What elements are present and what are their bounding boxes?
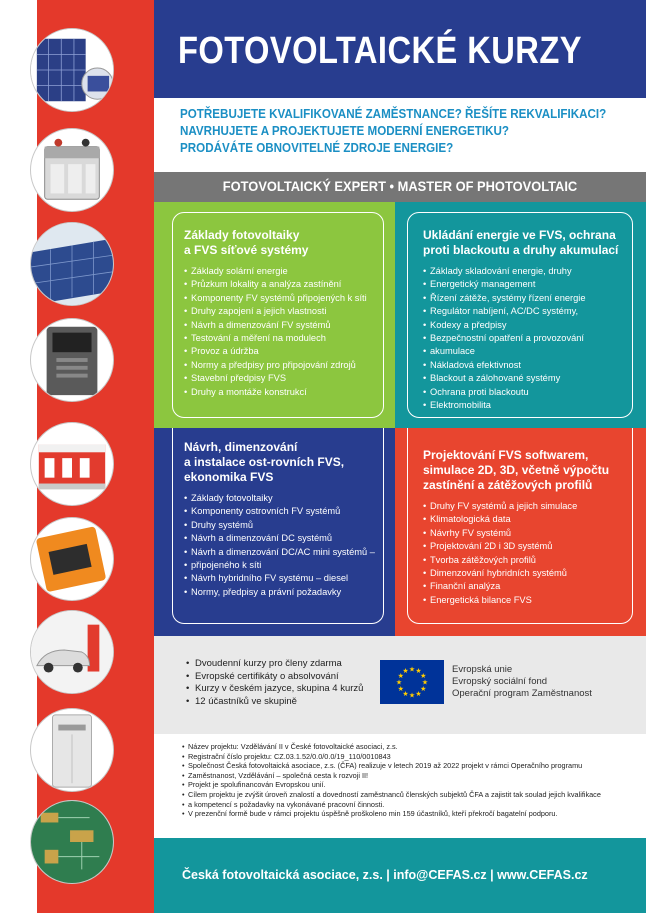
course-title-line: Základy fotovoltaiky <box>184 228 300 242</box>
inverter-image <box>30 318 114 402</box>
course-content <box>423 228 633 412</box>
list-item: • Zaměstnanost, Vzdělávání – společná cesta k rozvoji II! <box>182 771 642 781</box>
eu-star: ★ <box>415 668 422 676</box>
list-item: • Registrační číslo projektu: CZ.03.1.52/0.0/0.0/19_110/0010843 <box>182 752 642 762</box>
question-line: POTŘEBUJETE KVALIFIKOVANÉ ZAMĚSTNANCE? ŘEŠÍTE REKVALIFIKACI? <box>180 107 607 121</box>
list-item: • Cílem projektu je zvýšit úroveň znalostí a dovedností zaměstnanců členských subjektů ČFA a zajistit tak soulad jejich kvalifikace <box>182 790 642 800</box>
eu-logo-block <box>380 660 640 706</box>
eu-text <box>452 664 592 700</box>
eu-line: Evropský sociální fond <box>452 676 548 687</box>
list-item: • Průzkum lokality a analýza zastínění <box>184 278 394 291</box>
course-topic-list <box>184 265 394 399</box>
course-title <box>423 228 633 258</box>
list-item: • Ochrana proti blackoutu <box>423 386 633 399</box>
ev-charging-image <box>30 610 114 694</box>
course-title-line: ekonomika FVS <box>184 470 274 484</box>
course-title-line: zastínění a zátěžových profilů <box>423 478 593 492</box>
list-item: • Energetická bilance FVS <box>423 594 637 607</box>
page-title: FOTOVOLTAICKÉ KURZY <box>178 30 582 72</box>
list-item: • Komponenty ostrovních FV systémů <box>184 505 394 518</box>
header-banner <box>154 0 646 98</box>
course-title <box>423 448 637 493</box>
list-item: • Stavební předpisy FVS <box>184 372 394 385</box>
eu-star: ★ <box>421 679 429 687</box>
question-line: PRODÁVÁTE OBNOVITELNÉ ZDROJE ENERGIE? <box>180 141 454 155</box>
course-box-basics <box>154 202 395 428</box>
eu-star: ★ <box>420 673 427 680</box>
course-title-line: a FVS síťové systémy <box>184 243 309 257</box>
question-line: NAVRHUJETE A PROJEKTUJETE MODERNÍ ENERGETIKU? <box>180 124 509 138</box>
list-item: • Návrhy FV systémů <box>423 527 637 540</box>
list-item: • Nákladová efektivnost <box>423 359 633 372</box>
list-item: • Bezpečnostní opatření a provozování <box>423 332 633 345</box>
eu-star: ★ <box>420 686 427 693</box>
list-item: • Tvorba zátěžových profilů <box>423 554 637 567</box>
course-title-line: simulace 2D, 3D, včetně výpočtu <box>423 463 610 477</box>
eu-star: ★ <box>397 686 404 693</box>
eu-star: ★ <box>402 668 409 676</box>
course-title-line: Ukládání energie ve FVS, ochrana <box>423 228 616 242</box>
footer-bar <box>154 838 646 913</box>
list-item: • Základy solární energie <box>184 265 394 278</box>
course-title-line: Projektování FVS softwarem, <box>423 448 589 462</box>
eu-star: ★ <box>397 673 404 680</box>
subtitle-text: FOTOVOLTAICKÝ EXPERT • MASTER OF PHOTOVOLTAIC <box>222 178 578 194</box>
list-item: • Druhy a montáže konstrukcí <box>184 386 394 399</box>
list-item: • Normy a předpisy pro připojování zdrojů <box>184 359 394 372</box>
storage-cabinet-icon <box>31 709 113 791</box>
list-item: • Základy fotovoltaiky <box>184 492 394 505</box>
list-item: • Provoz a údržba <box>184 345 394 358</box>
eu-flag-icon <box>380 660 444 704</box>
course-title-line: Návrh, dimenzování <box>184 440 298 454</box>
solar-roof-image <box>30 222 114 306</box>
circuit-board-icon <box>31 801 113 883</box>
course-title <box>184 228 394 258</box>
course-topic-list <box>184 492 394 599</box>
list-item: • 12 účastníků ve skupině <box>186 696 363 709</box>
list-item: • Projekt je spolufinancován Evropskou unií. <box>182 780 642 790</box>
course-content <box>184 228 394 399</box>
list-item: • Projektování 2D i 3D systémů <box>423 540 637 553</box>
orange-inverter-icon <box>31 518 113 600</box>
list-item: • Název projektu: Vzdělávání II v České fotovoltaické asociaci, z.s. <box>182 742 642 752</box>
footer-contact: Česká fotovoltaická asociace, z.s. | info@CEFAS.cz | www.CEFAS.cz <box>182 868 588 882</box>
course-box-offgrid <box>154 428 395 636</box>
list-item: • Základy skladování energie, druhy <box>423 265 633 278</box>
course-box-software <box>395 428 646 636</box>
list-item: • Energetický management <box>423 278 633 291</box>
list-item: • Druhy systémů <box>184 519 394 532</box>
list-item: • Kodexy a předpisy <box>423 319 633 332</box>
list-item: • Druhy zapojení a jejich vlastnosti <box>184 305 394 318</box>
list-item: • Druhy FV systémů a jejich simulace <box>423 500 637 513</box>
course-title <box>184 440 394 485</box>
surge-protector-icon <box>31 423 113 505</box>
course-box-storage <box>395 202 646 428</box>
eu-star: ★ <box>415 690 422 698</box>
list-item: • Evropské certifikáty o absolvování <box>186 671 363 684</box>
solar-panel-icon <box>31 29 113 111</box>
list-item: • Návrh a dimenzování DC/AC mini systémů – <box>184 546 394 559</box>
solar-panel-image <box>30 28 114 112</box>
benefits-panel <box>154 636 646 734</box>
list-item: • Finanční analýza <box>423 580 637 593</box>
solar-roof-icon <box>31 223 113 305</box>
list-item: • připojeného k síti <box>184 559 394 572</box>
list-item: • Elektromobilita <box>423 399 633 412</box>
list-item: • Dvoudenní kurzy pro členy zdarma <box>186 658 363 671</box>
course-topic-list <box>423 500 637 607</box>
intro-questions <box>180 106 640 157</box>
project-notes <box>182 742 642 819</box>
eu-star: ★ <box>408 666 416 674</box>
list-item: • Blackout a zálohované systémy <box>423 372 633 385</box>
list-item: • Návrh hybridního FV systému – diesel <box>184 572 394 585</box>
storage-cabinet-image <box>30 708 114 792</box>
battery-image <box>30 128 114 212</box>
eu-star: ★ <box>395 679 403 687</box>
eu-line: Operační program Zaměstnanost <box>452 688 592 699</box>
list-item: • akumulace <box>423 345 633 358</box>
list-item: • Návrh a dimenzování FV systémů <box>184 319 394 332</box>
inverter-icon <box>31 319 113 401</box>
surge-protector-image <box>30 422 114 506</box>
ev-charging-icon <box>31 611 113 693</box>
list-item: • Společnost Česká fotovoltaická asociace, z.s. (ČFA) realizuje v letech 2019 až 2022 projekt v rámci Operačního programu <box>182 761 642 771</box>
list-item: • Komponenty FV systémů připojených k síti <box>184 292 394 305</box>
list-item: • Regulátor nabíjení, AC/DC systémy, <box>423 305 633 318</box>
list-item: • a kompetencí s požadavky na vykonávané pracovní činnosti. <box>182 800 642 810</box>
eu-star: ★ <box>408 692 416 700</box>
course-content <box>184 440 394 599</box>
list-item: • Kurzy v českém jazyce, skupina 4 kurzů <box>186 683 363 696</box>
list-item: • Normy, předpisy a právní požadavky <box>184 586 394 599</box>
circuit-board-image <box>30 800 114 884</box>
list-item: • V prezenční formě bude v rámci projektu úspěšně proškoleno min 159 účastníků, kteří překročí bagatelní podporu. <box>182 809 642 819</box>
battery-icon <box>31 129 113 211</box>
eu-star: ★ <box>402 690 409 698</box>
benefits-list <box>186 658 363 708</box>
list-item: • Testování a měření na modulech <box>184 332 394 345</box>
list-item: • Dimenzování hybridních systémů <box>423 567 637 580</box>
eu-line: Evropská unie <box>452 664 513 675</box>
course-title-line: proti blackoutu a druhy akumulací <box>423 243 619 257</box>
list-item: • Návrh a dimenzování DC systémů <box>184 532 394 545</box>
course-content <box>423 448 637 607</box>
orange-inverter-image <box>30 517 114 601</box>
course-topic-list <box>423 265 633 412</box>
list-item: • Řízení zátěže, systémy řízení energie <box>423 292 633 305</box>
course-title-line: a instalace ost-rovních FVS, <box>184 455 345 469</box>
subtitle-bar <box>154 172 646 202</box>
list-item: • Klimatologická data <box>423 513 637 526</box>
